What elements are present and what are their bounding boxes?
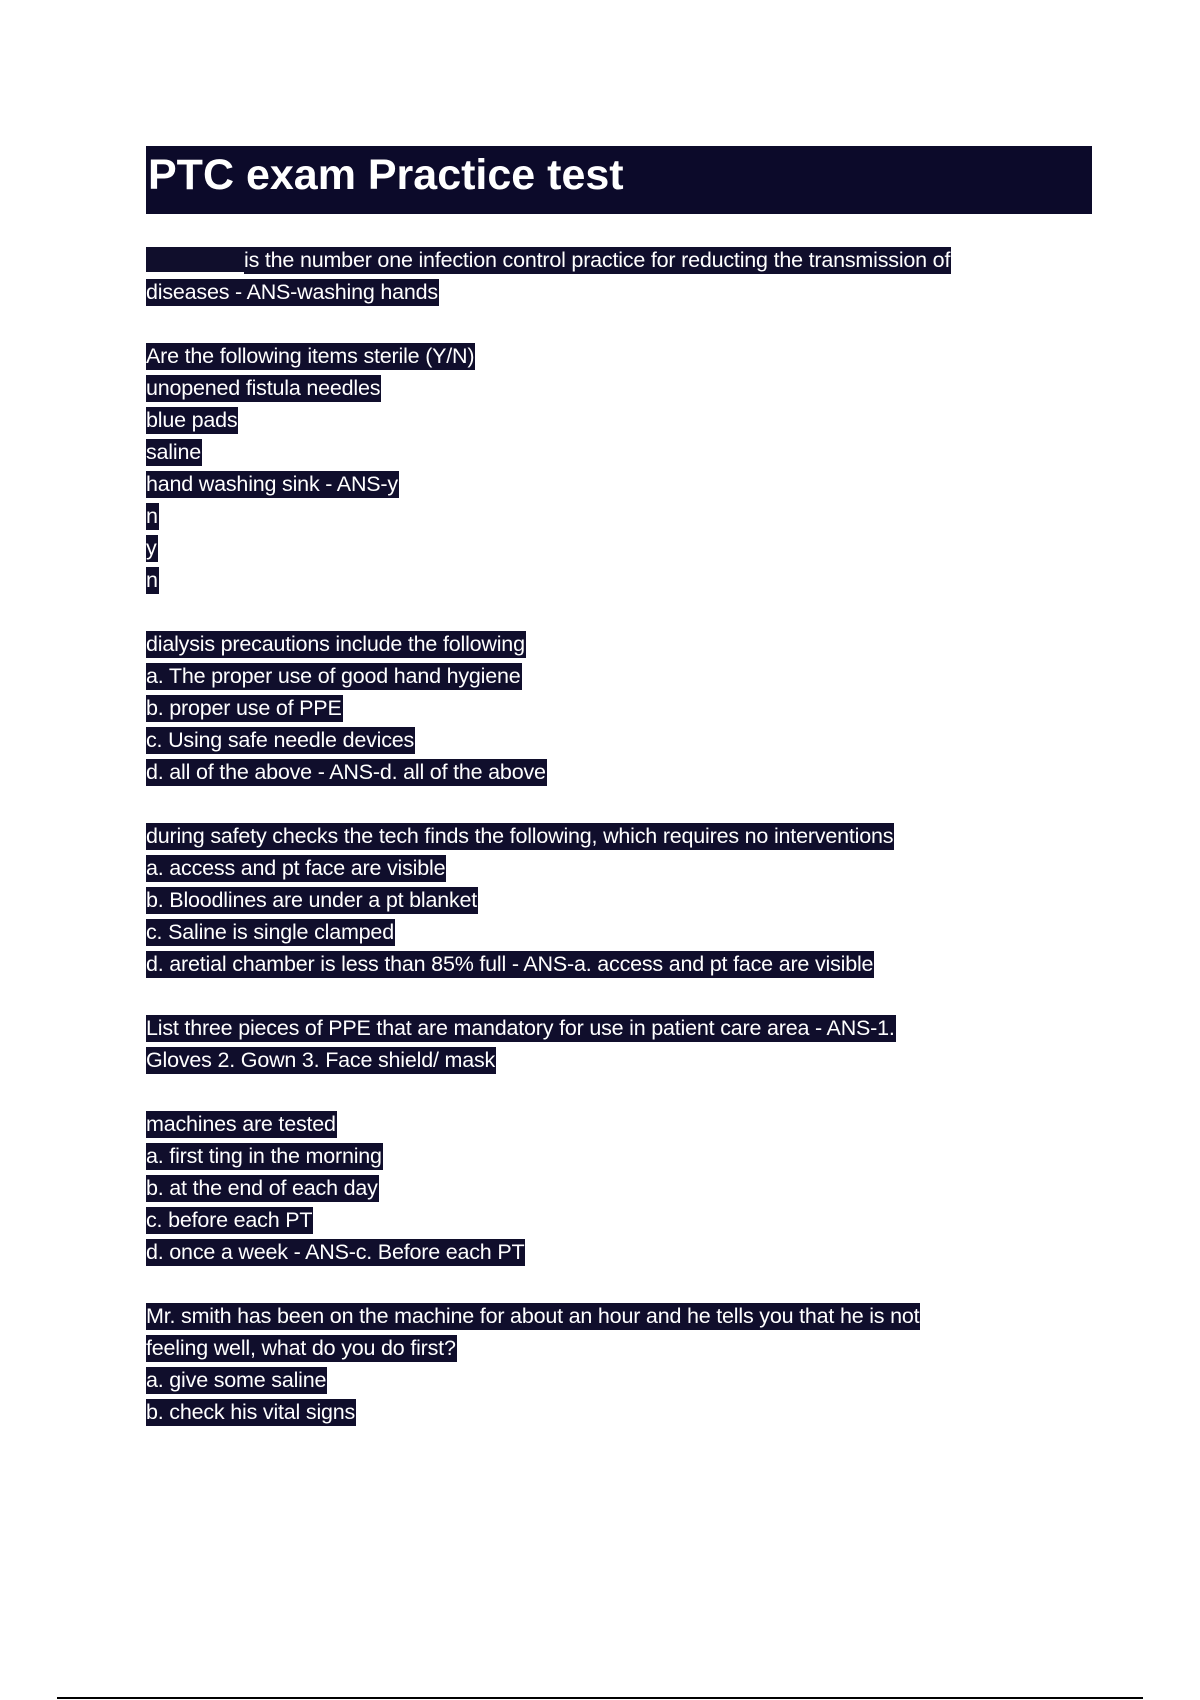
question-text: saline bbox=[146, 440, 201, 464]
question-text: machines are tested bbox=[146, 1112, 336, 1136]
question-text: c. Using safe needle devices bbox=[146, 728, 415, 752]
question-line bbox=[146, 533, 1086, 565]
question-text: Are the following items sterile (Y/N) bbox=[146, 344, 475, 368]
question-line bbox=[146, 565, 1086, 597]
document-title: PTC exam Practice test bbox=[148, 151, 624, 199]
question-text: a. give some saline bbox=[146, 1368, 327, 1392]
question-text: dialysis precautions include the following bbox=[146, 632, 525, 656]
question-line bbox=[146, 885, 1086, 917]
question-text: b. proper use of PPE bbox=[146, 696, 342, 720]
question-text: a. access and pt face are visible bbox=[146, 856, 446, 880]
question-text: n bbox=[146, 504, 158, 528]
footer-divider bbox=[57, 1697, 1143, 1699]
question-text: b. Bloodlines are under a pt blanket bbox=[146, 888, 478, 912]
question-text: is the number one infection control practice for reducting the transmission of bbox=[244, 248, 951, 272]
question-line bbox=[146, 1301, 1086, 1333]
question-text: Gloves 2. Gown 3. Face shield/ mask bbox=[146, 1048, 496, 1072]
question-text: b. check his vital signs bbox=[146, 1400, 356, 1424]
question-line bbox=[146, 853, 1086, 885]
question-line bbox=[146, 821, 1086, 853]
question-text: b. at the end of each day bbox=[146, 1176, 378, 1200]
question-1 bbox=[146, 245, 1086, 309]
question-text: d. once a week - ANS-c. Before each PT bbox=[146, 1240, 525, 1264]
question-text: hand washing sink - ANS-y bbox=[146, 472, 398, 496]
question-text: n bbox=[146, 568, 158, 592]
question-line bbox=[146, 1205, 1086, 1237]
question-text: feeling well, what do you do first? bbox=[146, 1336, 456, 1360]
question-line bbox=[146, 341, 1086, 373]
question-text: during safety checks the tech finds the following, which requires no interventions bbox=[146, 824, 894, 848]
question-line bbox=[146, 1333, 1086, 1365]
question-4 bbox=[146, 821, 1086, 981]
question-text: d. aretial chamber is less than 85% full - ANS-a. access and pt face are visible bbox=[146, 952, 874, 976]
question-3 bbox=[146, 629, 1086, 789]
question-text: a. first ting in the morning bbox=[146, 1144, 382, 1168]
question-text: c. Saline is single clamped bbox=[146, 920, 394, 944]
question-line bbox=[146, 1237, 1086, 1269]
question-line bbox=[146, 1173, 1086, 1205]
question-line bbox=[146, 949, 1086, 981]
question-line bbox=[146, 1141, 1086, 1173]
question-line bbox=[146, 917, 1086, 949]
question-line bbox=[146, 661, 1086, 693]
question-line bbox=[146, 1397, 1086, 1429]
question-text: Mr. smith has been on the machine for about an hour and he tells you that he is not bbox=[146, 1304, 920, 1328]
question-line bbox=[146, 245, 1086, 277]
question-text: List three pieces of PPE that are mandatory for use in patient care area - ANS-1. bbox=[146, 1016, 895, 1040]
question-line bbox=[146, 757, 1086, 789]
question-line bbox=[146, 469, 1086, 501]
question-line bbox=[146, 1109, 1086, 1141]
question-text: y bbox=[146, 536, 157, 560]
question-text: c. before each PT bbox=[146, 1208, 313, 1232]
question-line bbox=[146, 629, 1086, 661]
question-line bbox=[146, 1045, 1086, 1077]
question-line bbox=[146, 1013, 1086, 1045]
question-line bbox=[146, 405, 1086, 437]
question-line bbox=[146, 1365, 1086, 1397]
question-5 bbox=[146, 1013, 1086, 1077]
fill-in-blank bbox=[146, 247, 244, 274]
question-2 bbox=[146, 341, 1086, 597]
question-line bbox=[146, 693, 1086, 725]
question-line bbox=[146, 373, 1086, 405]
question-line bbox=[146, 277, 1086, 309]
question-line bbox=[146, 437, 1086, 469]
question-line bbox=[146, 725, 1086, 757]
question-text: blue pads bbox=[146, 408, 238, 432]
question-line bbox=[146, 501, 1086, 533]
question-6 bbox=[146, 1109, 1086, 1269]
question-list bbox=[146, 245, 1086, 1461]
question-text: diseases - ANS-washing hands bbox=[146, 280, 438, 304]
title-bar bbox=[146, 146, 1092, 214]
question-text: unopened fistula needles bbox=[146, 376, 381, 400]
question-7 bbox=[146, 1301, 1086, 1429]
question-text: d. all of the above - ANS-d. all of the above bbox=[146, 760, 546, 784]
question-text: a. The proper use of good hand hygiene bbox=[146, 664, 521, 688]
